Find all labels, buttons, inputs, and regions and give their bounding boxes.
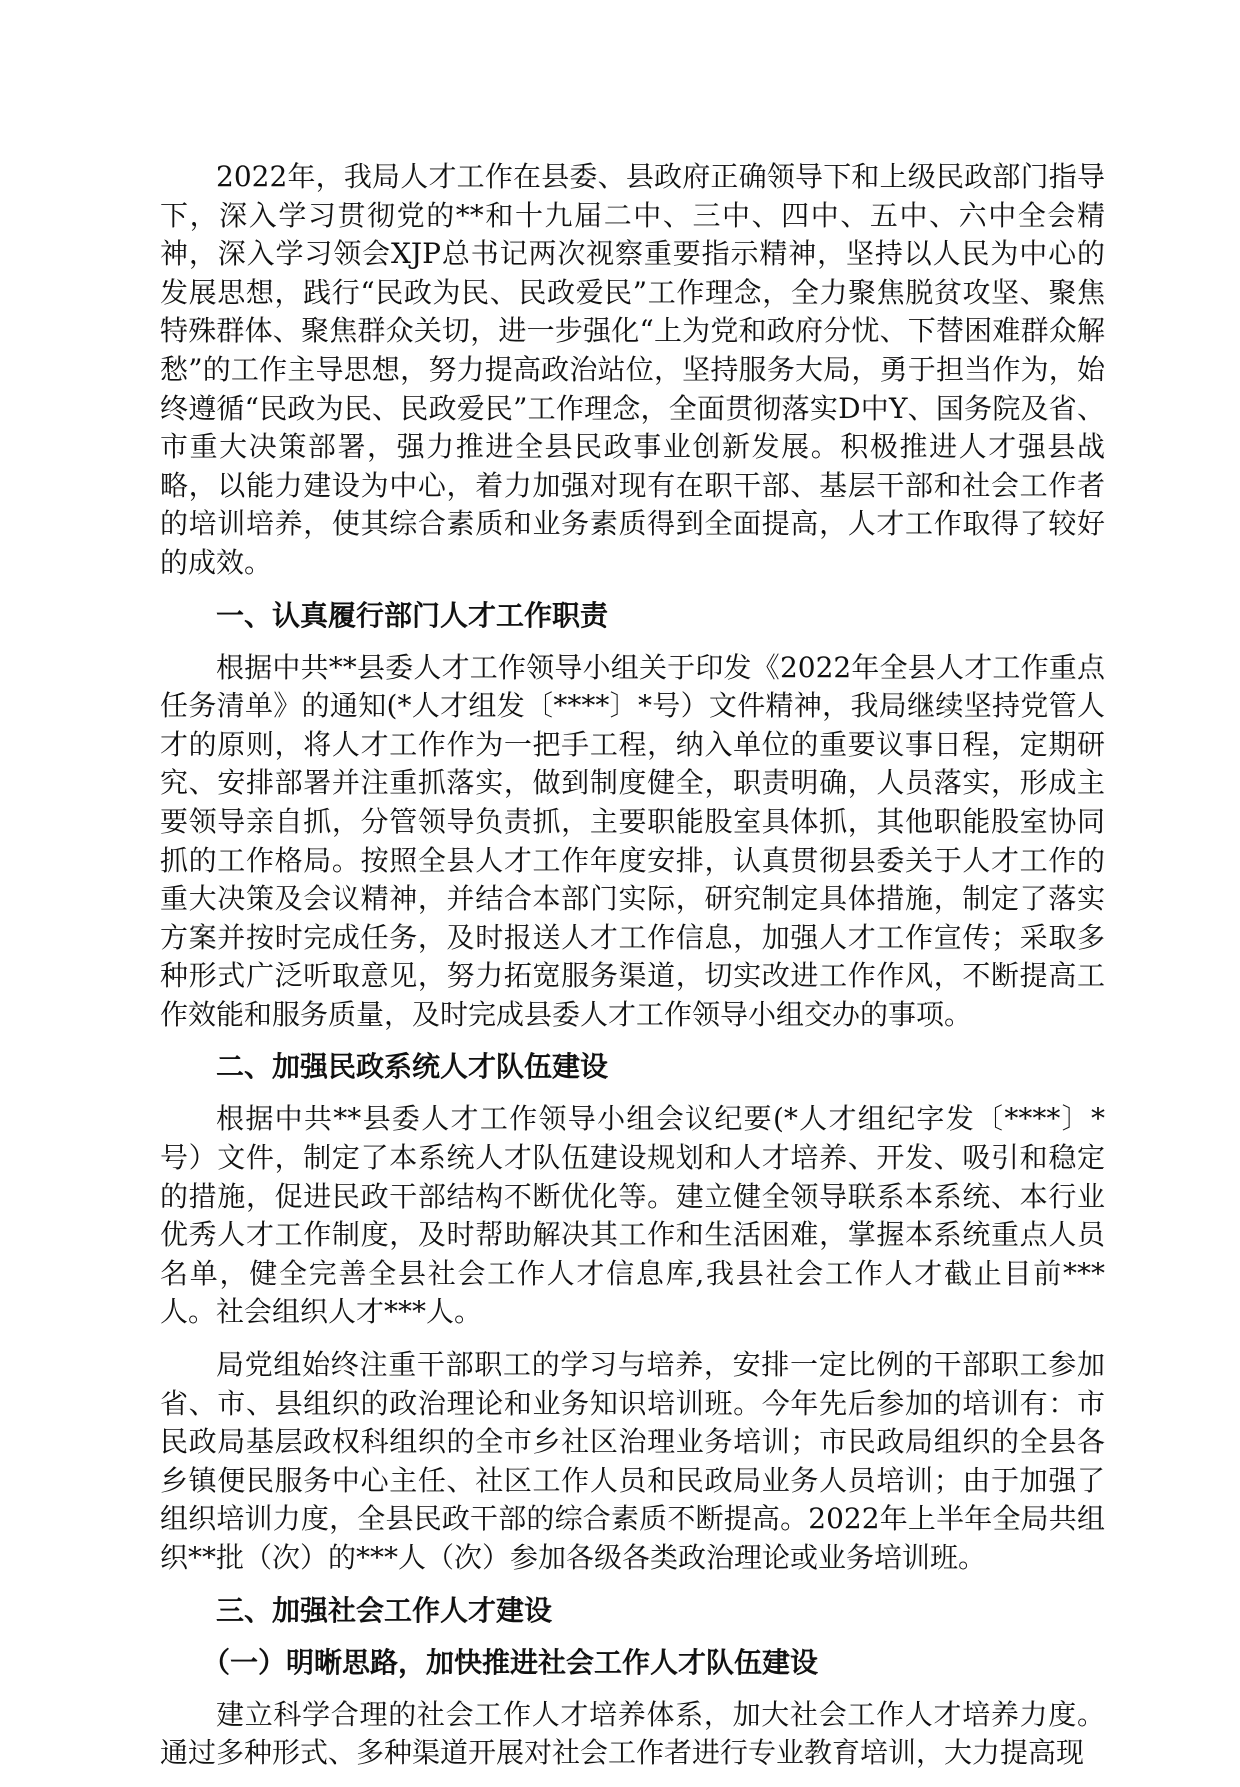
section-1-heading: 一、认真履行部门人才工作职责 (216, 598, 609, 632)
document-page (160, 158, 1105, 1787)
section-2-paragraph-1: 根据中共**县委人才工作领导小组会议纪要(*人才组纪字发〔****〕*号）文件，制定了本系统人才队伍建设规划和人才培养、开发、吸引和稳定的措施，促进民政干部结构不断优化等。建立健全领导联系本系统、本行业优秀人才工作制度，及时帮助解决其工作和生活困难，掌握本系统重点人员名单，健全完善全县社会工作人才信息库,我县社会工作人才截止目前***人。社会组织人才***人。 (160, 1102, 1105, 1329)
section-3-heading: 三、加强社会工作人才建设 (216, 1593, 553, 1627)
section-2-heading: 二、加强民政系统人才队伍建设 (216, 1050, 609, 1084)
section-1-paragraph: 根据中共**县委人才工作领导小组关于印发《2022年全县人才工作重点任务清单》的通知(*人才组发〔****〕*号）文件精神，我局继续坚持党管人才的原则，将人才工作作为一把手工程，纳入单位的重要议事日程，定期研究、安排部署并注重抓落实，做到制度健全，职责明确，人员落实，形成主要领导亲自抓，分管领导负责抓，主要职能股室具体抓，其他职能股室协同抓的工作格局。按照全县人才工作年度安排，认真贯彻县委关于人才工作的重大决策及会议精神，并结合本部门实际，研究制定具体措施，制定了落实方案并按时完成任务，及时报送人才工作信息，加强人才工作宣传；采取多种形式广泛听取意见，努力拓宽服务渠道，切实改进工作作风，不断提高工作效能和服务质量，及时完成县委人才工作领导小组交办的事项。 (160, 650, 1105, 1031)
section-3-sub-1-paragraph: 建立科学合理的社会工作人才培养体系，加大社会工作人才培养力度。通过多种形式、多种渠道开展对社会工作者进行专业教育培训，大力提高现 (160, 1697, 1105, 1770)
section-2-paragraph-2: 局党组始终注重干部职工的学习与培养，安排一定比例的干部职工参加省、市、县组织的政治理论和业务知识培训班。今年先后参加的培训有：市民政局基层政权科组织的全市乡社区治理业务培训；市民政局组织的全县各乡镇便民服务中心主任、社区工作人员和民政局业务人员培训；由于加强了组织培训力度，全县民政干部的综合素质不断提高。2022年上半年全局共组织**批（次）的***人（次）参加各级各类政治理论或业务培训班。 (160, 1348, 1105, 1574)
section-3-subheading-1: （一）明晰思路，加快推进社会工作人才队伍建设 (202, 1645, 819, 1679)
intro-paragraph: 2022年，我局人才工作在县委、县政府正确领导下和上级民政部门指导下，深入学习贯彻党的**和十九届二中、三中、四中、五中、六中全会精神，深入学习领会XJP总书记两次视察重要指示精神，坚持以人民为中心的发展思想，践行“民政为民、民政爱民”工作理念，全力聚焦脱贫攻坚、聚焦特殊群体、聚焦群众关切，进一步强化“上为党和政府分忧、下替困难群众解愁”的工作主导思想，努力提高政治站位，坚持服务大局，勇于担当作为，始终遵循“民政为民、民政爱民”工作理念，全面贯彻落实D中Y、国务院及省、市重大决策部署，强力推进全县民政事业创新发展。积极推进人才强县战略，以能力建设为中心，着力加强对现有在职干部、基层干部和社会工作者的培训培养，使其综合素质和业务素质得到全面提高，人才工作取得了较好的成效。 (160, 160, 1105, 579)
